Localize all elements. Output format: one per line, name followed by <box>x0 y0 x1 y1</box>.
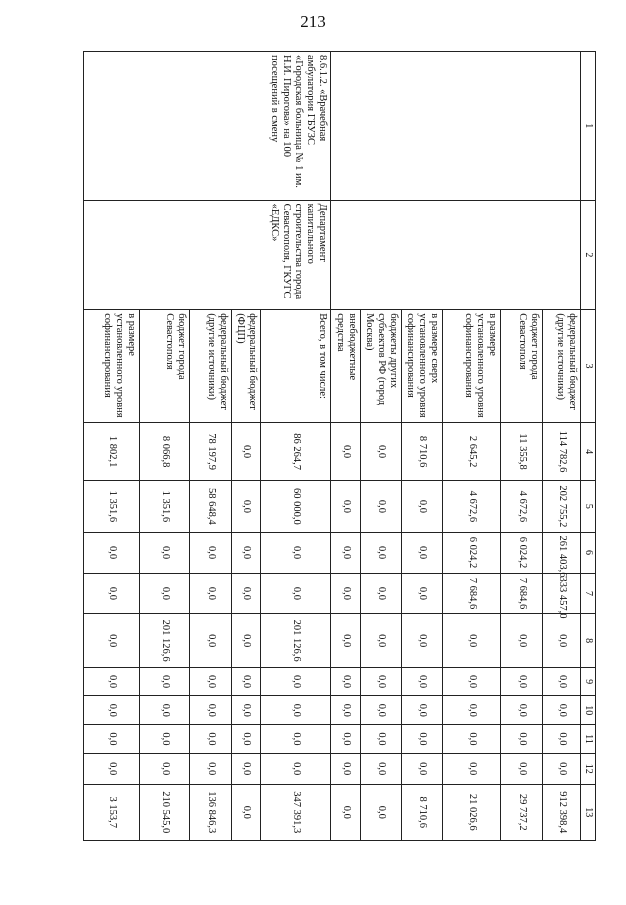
object-cell: 8.6.1.2. «Врачебная амбулатория ГБУЗС «Городская больница № 1 им. Н.И. Пирогова» на 100 посещений в смену <box>84 52 331 201</box>
value-cell: 114 782,6 <box>543 422 581 480</box>
value-cell: 0,0 <box>360 696 401 725</box>
value-cell: 0,0 <box>190 725 232 754</box>
value-cell: 202 755,2 <box>543 481 581 532</box>
value-cell: 0,0 <box>443 696 501 725</box>
value-cell: 0,0 <box>190 573 232 614</box>
value-cell: 3 153,7 <box>84 784 140 840</box>
source-cell: федеральный бюджет (ФЦП) <box>232 310 261 423</box>
value-cell: 0,0 <box>501 753 543 784</box>
value-cell: 0,0 <box>84 573 140 614</box>
value-cell: 0,0 <box>543 696 581 725</box>
source-cell: Всего, в том числе: <box>261 310 331 423</box>
value-cell: 333 457,0 <box>543 573 581 614</box>
value-cell: 0,0 <box>261 667 331 696</box>
value-cell: 0,0 <box>501 667 543 696</box>
value-cell: 0,0 <box>232 667 261 696</box>
value-cell: 0,0 <box>401 614 442 667</box>
value-cell: 0,0 <box>84 696 140 725</box>
value-cell: 6 024,2 <box>501 532 543 573</box>
value-cell: 21 026,6 <box>443 784 501 840</box>
value-cell: 0,0 <box>401 753 442 784</box>
value-cell: 1 351,6 <box>140 481 190 532</box>
source-cell: внебюджетные средства <box>331 310 360 423</box>
rotated-table-container <box>86 51 596 841</box>
column-header: 12 <box>581 753 596 784</box>
value-cell: 60 000,0 <box>261 481 331 532</box>
column-header: 4 <box>581 422 596 480</box>
value-cell: 0,0 <box>140 725 190 754</box>
source-cell: бюджет города Севастополя <box>140 310 190 423</box>
value-cell: 0,0 <box>543 667 581 696</box>
column-header: 13 <box>581 784 596 840</box>
table-row <box>543 52 581 841</box>
source-cell: в размере сверх установленного уровня софинансирования <box>401 310 442 423</box>
value-cell: 0,0 <box>360 784 401 840</box>
value-cell: 0,0 <box>401 696 442 725</box>
value-cell: 0,0 <box>261 532 331 573</box>
value-cell: 136 846,3 <box>190 784 232 840</box>
value-cell: 0,0 <box>360 573 401 614</box>
source-cell: бюджеты других субъектов РФ (город Москва) <box>360 310 401 423</box>
column-header: 7 <box>581 573 596 614</box>
value-cell: 0,0 <box>401 667 442 696</box>
column-header: 6 <box>581 532 596 573</box>
value-cell: 0,0 <box>261 753 331 784</box>
value-cell: 0,0 <box>331 784 360 840</box>
value-cell: 0,0 <box>232 696 261 725</box>
value-cell: 29 737,2 <box>501 784 543 840</box>
value-cell: 0,0 <box>543 725 581 754</box>
value-cell: 0,0 <box>140 573 190 614</box>
value-cell: 1 351,6 <box>84 481 140 532</box>
value-cell: 0,0 <box>360 667 401 696</box>
value-cell: 0,0 <box>331 753 360 784</box>
value-cell: 0,0 <box>140 696 190 725</box>
value-cell: 0,0 <box>232 422 261 480</box>
source-cell: бюджет города Севастополя <box>501 310 543 423</box>
value-cell: 0,0 <box>84 725 140 754</box>
column-header: 3 <box>581 310 596 423</box>
value-cell: 0,0 <box>232 481 261 532</box>
value-cell: 7 684,6 <box>501 573 543 614</box>
value-cell: 11 355,8 <box>501 422 543 480</box>
value-cell: 0,0 <box>84 667 140 696</box>
value-cell: 86 264,7 <box>261 422 331 480</box>
value-cell: 0,0 <box>232 725 261 754</box>
budget-table <box>83 51 596 841</box>
value-cell: 0,0 <box>84 753 140 784</box>
value-cell: 0,0 <box>140 532 190 573</box>
value-cell: 0,0 <box>401 481 442 532</box>
value-cell: 0,0 <box>360 614 401 667</box>
value-cell: 0,0 <box>401 725 442 754</box>
value-cell: 0,0 <box>232 753 261 784</box>
value-cell: 0,0 <box>331 422 360 480</box>
value-cell: 0,0 <box>261 573 331 614</box>
value-cell: 201 126,6 <box>261 614 331 667</box>
value-cell: 201 126,6 <box>140 614 190 667</box>
value-cell: 0,0 <box>190 696 232 725</box>
value-cell: 0,0 <box>443 753 501 784</box>
value-cell: 0,0 <box>543 753 581 784</box>
value-cell: 0,0 <box>261 725 331 754</box>
page-number: 213 <box>300 12 326 31</box>
value-cell: 4 672,6 <box>443 481 501 532</box>
value-cell: 0,0 <box>501 614 543 667</box>
value-cell: 0,0 <box>84 614 140 667</box>
value-cell: 210 545,0 <box>140 784 190 840</box>
column-header: 5 <box>581 481 596 532</box>
value-cell: 8 066,8 <box>140 422 190 480</box>
column-header: 10 <box>581 696 596 725</box>
value-cell: 0,0 <box>401 532 442 573</box>
value-cell: 912 398,4 <box>543 784 581 840</box>
value-cell: 0,0 <box>232 532 261 573</box>
value-cell: 0,0 <box>232 614 261 667</box>
value-cell: 78 197,9 <box>190 422 232 480</box>
source-cell: в размере установленного уровня софинансирования <box>443 310 501 423</box>
value-cell: 0,0 <box>443 667 501 696</box>
column-header: 1 <box>581 52 596 201</box>
value-cell: 261 403,6 <box>543 532 581 573</box>
value-cell: 0,0 <box>331 614 360 667</box>
value-cell: 0,0 <box>261 696 331 725</box>
value-cell: 0,0 <box>190 753 232 784</box>
rotated-table-frame <box>86 51 596 841</box>
value-cell: 0,0 <box>331 667 360 696</box>
column-header: 2 <box>581 200 596 310</box>
responsible-cell <box>331 200 581 310</box>
value-cell: 2 645,2 <box>443 422 501 480</box>
value-cell: 8 710,6 <box>401 422 442 480</box>
value-cell: 0,0 <box>360 753 401 784</box>
value-cell: 0,0 <box>190 614 232 667</box>
value-cell: 7 684,6 <box>443 573 501 614</box>
responsible-cell: Департамент капитального строительства города Севастополя, ГКУГС «ЕДКС» <box>84 200 331 310</box>
source-cell: федеральный бюджет (другие источники) <box>543 310 581 423</box>
value-cell: 0,0 <box>190 667 232 696</box>
value-cell: 0,0 <box>543 614 581 667</box>
value-cell: 0,0 <box>401 573 442 614</box>
value-cell: 0,0 <box>84 532 140 573</box>
value-cell: 0,0 <box>140 667 190 696</box>
value-cell: 0,0 <box>501 725 543 754</box>
value-cell: 0,0 <box>360 481 401 532</box>
value-cell: 0,0 <box>360 532 401 573</box>
source-cell: федеральный бюджет (другие источники) <box>190 310 232 423</box>
value-cell: 0,0 <box>360 725 401 754</box>
column-header: 9 <box>581 667 596 696</box>
value-cell: 0,0 <box>140 753 190 784</box>
source-cell: в размере установленного уровня софинансирования <box>84 310 140 423</box>
value-cell: 347 391,3 <box>261 784 331 840</box>
object-cell <box>331 52 581 201</box>
value-cell: 0,0 <box>331 481 360 532</box>
value-cell: 0,0 <box>331 532 360 573</box>
column-header: 8 <box>581 614 596 667</box>
value-cell: 0,0 <box>331 696 360 725</box>
value-cell: 0,0 <box>232 573 261 614</box>
value-cell: 1 802,1 <box>84 422 140 480</box>
table-row <box>261 52 331 841</box>
column-header: 11 <box>581 725 596 754</box>
header-row <box>581 52 596 841</box>
value-cell: 58 648,4 <box>190 481 232 532</box>
value-cell: 0,0 <box>232 784 261 840</box>
value-cell: 0,0 <box>331 573 360 614</box>
value-cell: 4 672,6 <box>501 481 543 532</box>
value-cell: 0,0 <box>443 614 501 667</box>
value-cell: 0,0 <box>443 725 501 754</box>
value-cell: 0,0 <box>360 422 401 480</box>
value-cell: 0,0 <box>190 532 232 573</box>
value-cell: 6 024,2 <box>443 532 501 573</box>
value-cell: 8 710,6 <box>401 784 442 840</box>
value-cell: 0,0 <box>331 725 360 754</box>
value-cell: 0,0 <box>501 696 543 725</box>
